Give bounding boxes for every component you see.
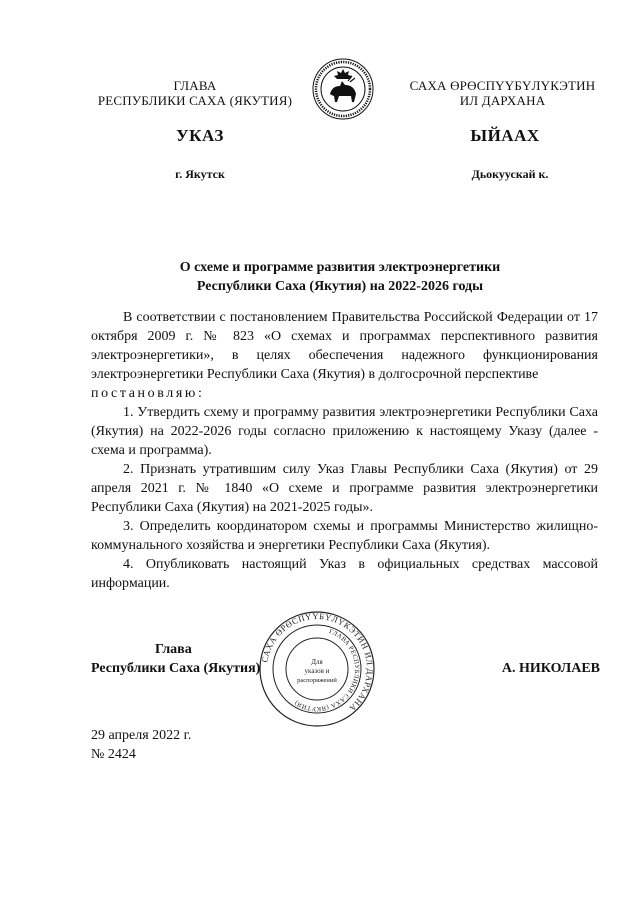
intro-paragraph: В соответствии с постановлением Правительства Российской Федерации от 17 октября 2009 г. № 823 «О схемах и программах перспективного развития электроэнергетики», в целях обеспечения надежного функционирования электроэнергетики Республики Саха (Якутия) в долгосрочной перспективе — [91, 310, 598, 382]
header-left-line2: РЕСПУБЛИКИ САХА (ЯКУТИЯ) — [97, 93, 293, 108]
signature-position-line1: Глава — [155, 642, 192, 657]
header-right-line2: ИЛ ДАРХАНА — [459, 93, 546, 108]
document-body — [91, 308, 598, 593]
official-seal — [258, 610, 376, 728]
seal-outer-text: САХА ӨРӨСПҮҮБҮЛҮКЭТИН ИЛ ДАРХАНА — [259, 610, 376, 714]
header-left-line1: ГЛАВА — [173, 78, 217, 93]
signature-position-line2: Республики Саха (Якутия) — [91, 661, 261, 676]
title-line2: Республики Саха (Якутия) на 2022-2026 годы — [196, 279, 484, 294]
item-3: 3. Определить координатором схемы и программы Министерство жилищно-коммунального хозяйства и энергетики Республики Саха (Якутия). — [91, 519, 598, 553]
item-4: 4. Опубликовать настоящий Указ в официальных средствах массовой информации. — [91, 557, 598, 591]
document-number: № 2424 — [91, 747, 136, 762]
document-title — [0, 258, 640, 296]
item-2: 2. Признать утратившим силу Указ Главы Республики Саха (Якутия) от 29 апреля 2021 г. № 1840 «О схеме и программе развития электроэнергетики Республики Саха (Якутия) на 2021-2025 годы». — [91, 462, 598, 515]
header-right — [395, 78, 610, 108]
resolve-word: постановляю: — [91, 386, 205, 401]
signatory-name: А. НИКОЛАЕВ — [501, 661, 600, 676]
city-left: г. Якутск — [175, 167, 225, 181]
doc-type-right: ЫЙААХ — [470, 126, 540, 145]
document-date: 29 апреля 2022 г. — [91, 728, 192, 743]
title-line1: О схеме и программе развития электроэнергетики — [179, 260, 501, 275]
seal-inner-text: ГЛАВА РЕСПУБЛИКИ САХА (ЯКУТИЯ) — [293, 628, 361, 713]
seal-center-line1: Для — [311, 658, 323, 666]
header-left — [90, 78, 300, 108]
coat-of-arms-icon — [312, 58, 374, 120]
seal-center-line2: указов и — [304, 667, 330, 675]
city-right: Дьокуускай к. — [471, 167, 549, 181]
item-1: 1. Утвердить схему и программу развития электроэнергетики Республики Саха (Якутия) на 2022-2026 годы согласно приложению к настоящему Указу (далее - схема и программа). — [91, 405, 598, 458]
doc-type-left: УКАЗ — [176, 126, 224, 145]
seal-center-line3: распоряжений — [297, 677, 337, 684]
footer — [91, 726, 191, 764]
header-right-line1: САХА ӨРӨСПҮҮБҮЛҮКЭТИН — [409, 78, 596, 93]
